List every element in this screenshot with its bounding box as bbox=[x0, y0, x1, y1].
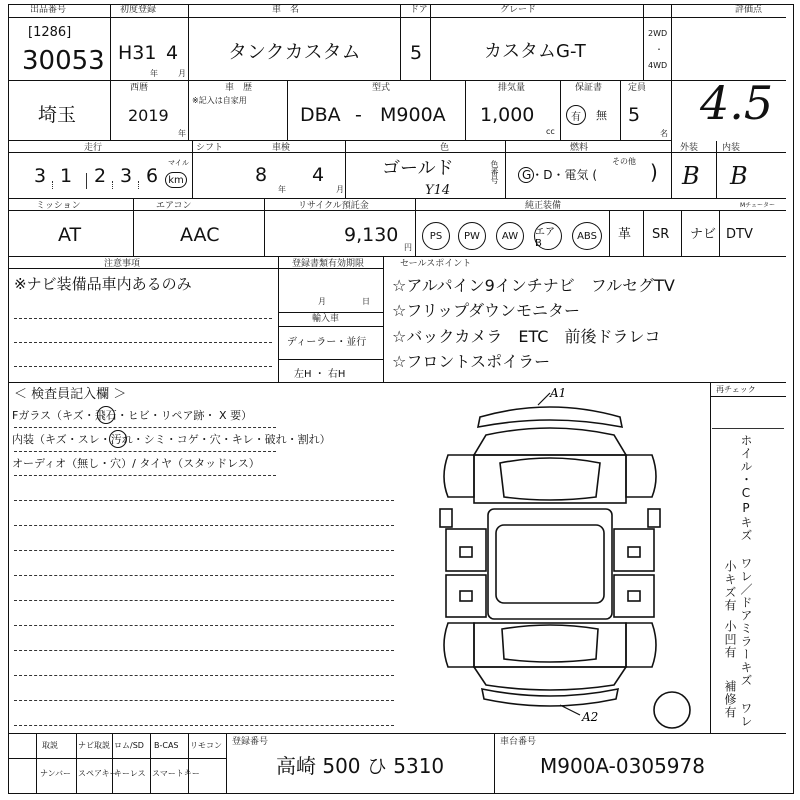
header-strip bbox=[8, 199, 786, 211]
meter-check-header: Mチェーター bbox=[740, 202, 775, 209]
mileage-digit: 2 bbox=[94, 165, 107, 187]
aircon-header: エアコン bbox=[156, 201, 192, 211]
equip-pw bbox=[458, 222, 486, 250]
sales-points-header: セールスポイント bbox=[400, 259, 472, 269]
color-name: ゴールド bbox=[382, 158, 454, 179]
fuel-other: その他 bbox=[612, 157, 636, 166]
rear-section bbox=[474, 623, 626, 667]
equip-navi: ナビ bbox=[690, 227, 717, 242]
handle bbox=[460, 591, 472, 601]
mileage-digit: 3 bbox=[34, 165, 47, 187]
mark-circle bbox=[97, 406, 115, 424]
equip-sr: SR bbox=[652, 227, 670, 242]
mileage-digit: 1 bbox=[60, 165, 73, 187]
drive-dot: ・ bbox=[655, 45, 663, 54]
divider bbox=[671, 141, 672, 199]
history-note: ※記入は自家用 bbox=[192, 96, 247, 105]
divider bbox=[188, 733, 189, 794]
equip-label: ABS bbox=[577, 230, 597, 242]
bottom-label: スペアキー bbox=[78, 769, 118, 778]
model-year-value: 2019 bbox=[128, 106, 169, 125]
divider bbox=[719, 211, 720, 257]
windshield bbox=[500, 458, 600, 500]
km-circle bbox=[165, 172, 187, 188]
engine-bay bbox=[474, 455, 626, 503]
equip-label: エアB bbox=[535, 227, 555, 249]
capacity-value: 5 bbox=[628, 104, 641, 126]
bottom-label: ロム/SD bbox=[114, 741, 144, 750]
inspector-line bbox=[14, 525, 394, 526]
shift-header: シフト bbox=[196, 143, 224, 153]
fuel-header: 燃料 bbox=[570, 143, 589, 153]
interior-header: 内装 bbox=[722, 143, 741, 153]
divider bbox=[430, 4, 431, 81]
year-unit: 年 bbox=[150, 69, 158, 78]
inspection-month: 4 bbox=[312, 164, 325, 186]
dealer-option: ディーラー・並行 bbox=[287, 337, 367, 348]
drive-4wd: 4WD bbox=[648, 61, 668, 70]
divider bbox=[278, 359, 383, 360]
divider bbox=[36, 733, 37, 794]
mileage-header: 走行 bbox=[84, 143, 103, 153]
side-note-4: 補修有 bbox=[723, 680, 737, 719]
side-note-3: 小凹有 bbox=[723, 620, 737, 659]
bottom-label: B-CAS bbox=[154, 741, 179, 750]
bottom-label: スマートキー bbox=[152, 769, 200, 778]
notes-text: ※ナビ装備品車内あるのみ bbox=[14, 275, 192, 293]
inspector-audio: オーディオ（無し・穴）/ タイヤ（スタッドレス） bbox=[12, 457, 260, 470]
inspector-line bbox=[14, 575, 394, 576]
notes-header: 注意事項 bbox=[104, 259, 141, 269]
transmission-header: ミッション bbox=[36, 201, 81, 211]
divider bbox=[8, 268, 383, 269]
year-month: 4 bbox=[166, 42, 179, 64]
equipment-header: 純正装備 bbox=[525, 201, 562, 211]
equip-leather: 革 bbox=[618, 227, 632, 242]
side-note-1: ホイル・CPキズ ワレ／ドアミラーキズ ワレ bbox=[739, 434, 753, 728]
warranty-no: 無 bbox=[596, 109, 607, 122]
interior-grade: B bbox=[730, 162, 748, 190]
equip-dtv: DTV bbox=[726, 227, 753, 242]
color-header: 色 bbox=[440, 143, 450, 153]
inspection-year-unit: 年 bbox=[278, 185, 286, 194]
import-label: 輸入車 bbox=[312, 314, 340, 324]
equip-label: PS bbox=[429, 230, 443, 242]
sales-point: ☆フリップダウンモニター bbox=[392, 301, 580, 320]
fuel-close: ) bbox=[650, 160, 658, 184]
inspector-header: ＜ 検査員記入欄 ＞ bbox=[14, 387, 127, 402]
inspector-line bbox=[14, 675, 394, 676]
recycle-unit: 円 bbox=[404, 243, 412, 252]
car-name: タンクカスタム bbox=[228, 41, 361, 63]
mark-a2-leader bbox=[560, 705, 580, 715]
divider bbox=[278, 257, 279, 383]
divider bbox=[560, 81, 561, 141]
km-label: km bbox=[168, 174, 184, 186]
year-header: 初度登録 bbox=[120, 5, 157, 15]
divider bbox=[643, 4, 644, 81]
divider bbox=[505, 141, 506, 199]
entry-code: [1286] bbox=[28, 25, 72, 40]
front-right-wheel bbox=[626, 455, 656, 497]
divider bbox=[110, 4, 111, 81]
reg-number: 高崎 500 ひ 5310 bbox=[276, 754, 445, 778]
model-year-unit: 年 bbox=[178, 129, 186, 138]
displacement-unit: cc bbox=[546, 127, 555, 136]
reg-number-header: 登録番号 bbox=[232, 737, 269, 747]
front-right-door bbox=[614, 529, 654, 571]
divider bbox=[465, 81, 466, 141]
inspection-month-unit: 月 bbox=[336, 185, 344, 194]
recycle-header: リサイクル預託金 bbox=[298, 201, 369, 211]
inspector-interior: 内装（キズ・スレ・汚れ・シミ・コゲ・穴・キレ・破れ・割れ） bbox=[12, 433, 331, 446]
hood bbox=[474, 428, 626, 455]
bottom-label: ナンバー bbox=[40, 769, 72, 778]
warranty-header: 保証書 bbox=[575, 83, 603, 93]
model-prefix: DBA bbox=[300, 104, 341, 126]
divider bbox=[643, 211, 644, 257]
inspector-line bbox=[14, 700, 394, 701]
steering-option: 左H ・ 右H bbox=[294, 369, 346, 380]
drive-2wd: 2WD bbox=[648, 29, 668, 38]
mile-label: マイル bbox=[168, 159, 189, 167]
equip-label: PW bbox=[464, 230, 480, 242]
model-code: M900A bbox=[380, 104, 446, 126]
history-header: 車 歴 bbox=[225, 83, 253, 93]
model-header: 型式 bbox=[372, 83, 391, 93]
inspector-line bbox=[14, 625, 394, 626]
equip-airbag bbox=[534, 222, 562, 250]
divider bbox=[415, 199, 416, 257]
mark-circle bbox=[109, 430, 127, 448]
inspector-line bbox=[14, 500, 394, 501]
inspector-line bbox=[14, 650, 394, 651]
entry-header: 出品番号 bbox=[30, 5, 67, 15]
inspector-line bbox=[14, 451, 276, 452]
car-name-header: 車 名 bbox=[272, 5, 300, 15]
inspector-line bbox=[14, 427, 276, 428]
fuel-options: G・D・電気 ( bbox=[522, 168, 598, 182]
model-sep: - bbox=[355, 104, 362, 126]
equip-abs bbox=[572, 222, 602, 250]
mark-a1: A1 bbox=[550, 386, 567, 400]
left-mirror bbox=[440, 509, 452, 527]
handle bbox=[628, 591, 640, 601]
divider bbox=[112, 733, 113, 794]
inspection-header: 車検 bbox=[272, 143, 291, 153]
divider bbox=[264, 199, 265, 257]
divider bbox=[110, 81, 111, 141]
divider bbox=[8, 733, 786, 734]
transmission-value: AT bbox=[58, 224, 82, 246]
registration-header: 登録書類有効期限 bbox=[292, 259, 365, 269]
inspector-line bbox=[14, 475, 276, 476]
mileage-digits bbox=[30, 163, 162, 191]
divider bbox=[8, 758, 226, 759]
divider bbox=[287, 81, 288, 141]
exterior-header: 外装 bbox=[680, 143, 699, 153]
inspector-line bbox=[14, 550, 394, 551]
note-line bbox=[14, 366, 272, 367]
sales-point: ☆アルパイン9インチナビ フルセグTV bbox=[392, 276, 675, 295]
grade-value: カスタムG-T bbox=[484, 41, 586, 62]
sales-point: ☆バックカメラ ETC 前後ドラレコ bbox=[392, 327, 661, 346]
divider bbox=[345, 141, 346, 199]
mileage-digit: 3 bbox=[120, 165, 133, 187]
divider bbox=[671, 4, 672, 141]
capacity-header: 定員 bbox=[628, 83, 647, 93]
header-strip bbox=[8, 141, 786, 153]
front-left-door bbox=[446, 529, 486, 571]
inspector-glass: Fガラス（キズ・飛石・ヒビ・リペア跡・ X 要） bbox=[12, 409, 253, 422]
divider bbox=[192, 141, 193, 199]
divider bbox=[710, 383, 711, 733]
front-left-wheel bbox=[444, 455, 474, 497]
rear-left-door bbox=[446, 575, 486, 617]
doors-value: 5 bbox=[410, 42, 423, 64]
car-damage-diagram bbox=[400, 385, 700, 735]
inspection-year: 8 bbox=[255, 164, 268, 186]
reg-month: 月 bbox=[318, 297, 326, 306]
capacity-unit: 名 bbox=[660, 129, 668, 138]
handle bbox=[628, 547, 640, 557]
bottom-label: ナビ取説 bbox=[78, 741, 110, 750]
divider bbox=[150, 733, 151, 794]
color-code: Y14 bbox=[425, 183, 451, 198]
recycle-value: 9,130 bbox=[344, 224, 399, 246]
divider bbox=[226, 733, 227, 794]
mileage-digit: 6 bbox=[146, 165, 159, 187]
sales-point: ☆フロントスポイラー bbox=[392, 352, 551, 371]
color-number-label: 色番号 bbox=[490, 160, 499, 184]
month-unit: 月 bbox=[178, 69, 186, 78]
entry-number: 30053 bbox=[22, 46, 105, 76]
bottom-label: 取説 bbox=[42, 741, 58, 750]
divider bbox=[76, 733, 77, 794]
handle bbox=[460, 547, 472, 557]
check-line bbox=[712, 428, 784, 429]
warranty-yes: 有 bbox=[571, 111, 581, 123]
grade-header: グレード bbox=[500, 5, 537, 15]
divider bbox=[278, 312, 383, 313]
divider bbox=[188, 4, 189, 81]
inspector-line bbox=[14, 725, 394, 726]
model-year-header: 西暦 bbox=[130, 83, 149, 93]
doors-header: ドア bbox=[410, 5, 428, 15]
divider bbox=[383, 257, 384, 383]
rear-window bbox=[502, 625, 598, 662]
equip-aw bbox=[496, 222, 524, 250]
roof-panel bbox=[496, 525, 604, 603]
warranty-yes-circle bbox=[566, 105, 586, 125]
check-header: 再チェック bbox=[716, 385, 756, 394]
divider bbox=[400, 4, 401, 81]
front-bumper bbox=[478, 407, 622, 427]
aircon-value: AAC bbox=[180, 224, 220, 246]
divider bbox=[188, 81, 189, 141]
bottom-label: リモコン bbox=[190, 741, 222, 750]
inspector-line bbox=[14, 600, 394, 601]
rear-right-door bbox=[614, 575, 654, 617]
chassis-header: 車台番号 bbox=[500, 737, 537, 747]
rear-right-wheel bbox=[626, 623, 656, 667]
note-line bbox=[14, 342, 272, 343]
score-value: 4.5 bbox=[700, 76, 774, 130]
divider bbox=[681, 211, 682, 257]
side-note-2: 小キズ有 bbox=[723, 560, 737, 612]
exterior-grade: B bbox=[682, 162, 700, 190]
divider bbox=[609, 211, 610, 257]
divider bbox=[620, 81, 621, 141]
bottom-label: キーレス bbox=[114, 769, 146, 778]
mark-a1-leader bbox=[538, 393, 550, 405]
reg-day: 日 bbox=[362, 297, 370, 306]
divider bbox=[494, 733, 495, 794]
trunk bbox=[474, 667, 626, 690]
note-line bbox=[14, 318, 272, 319]
chassis-number: M900A-0305978 bbox=[540, 754, 705, 778]
spare-tire bbox=[654, 692, 690, 728]
region-value: 埼玉 bbox=[38, 104, 77, 126]
divider bbox=[716, 141, 717, 199]
displacement-value: 1,000 bbox=[480, 104, 535, 126]
right-mirror bbox=[648, 509, 660, 527]
displacement-header: 排気量 bbox=[498, 83, 526, 93]
equip-ps bbox=[422, 222, 450, 250]
divider bbox=[133, 199, 134, 257]
divider bbox=[278, 326, 383, 327]
score-header: 評価点 bbox=[735, 5, 763, 15]
rear-left-wheel bbox=[444, 623, 474, 667]
equip-label: AW bbox=[501, 230, 519, 242]
year-era: H31 bbox=[118, 42, 157, 64]
rear-bumper bbox=[482, 689, 618, 706]
mark-a2: A2 bbox=[582, 710, 599, 724]
